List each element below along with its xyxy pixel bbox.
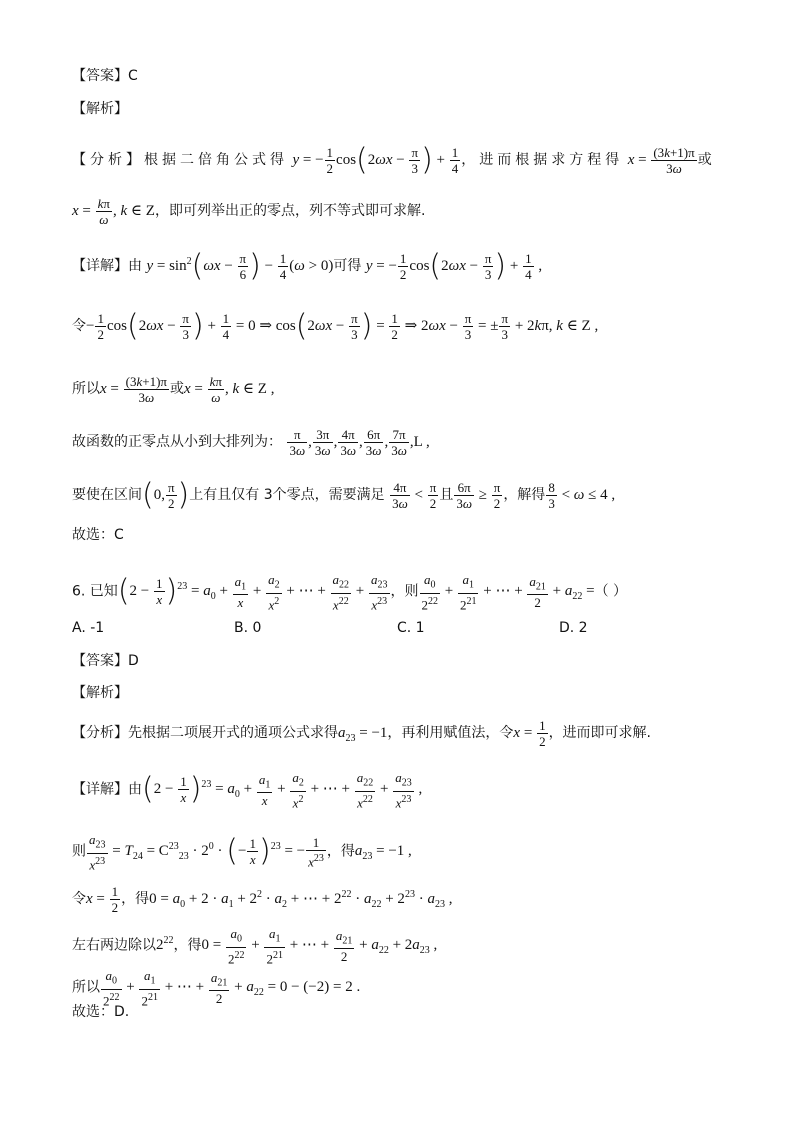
formula: (0, $\frac{\pi}{2}$ ) <box>142 477 190 513</box>
formula: y = − $\frac{1}{2}$ cos(2ωx − $\frac{\pi}{3}$ ) + $\frac{1}{4}$ , <box>365 248 543 284</box>
formula: 0 = $\frac{a_0}{2^{22}}$ + $\frac{a_1}{2^{21}}$ + ⋯ + $\frac{a_{21}}{2}$ + $a_{22} + 2a_{23}$ , <box>201 926 438 966</box>
formula: x = $\frac{k\pi}{\omega}$ , k ∈ Z , <box>184 374 275 405</box>
formula: x = $\frac{1}{2}$ <box>86 884 119 915</box>
q6-detail-line3: 令x = $\frac{1}{2}$ ，得$0 = a_0 + 2 \cdot a_1 + 2^2 \cdot a_2$ + ⋯ + $2^{22} \cdot a_{22} + 2^{23} \cdot a_{23}$ , <box>72 884 453 915</box>
formula: (2 − $\frac{1}{x}$ )$^{23} = a_0$ + $\frac{a_1}{x}$ + $\frac{a_2}{x^2}$ + ⋯ + $\frac{a_{22}}{x^{22}}$ + $\frac{a_{23}}{x^{23}}$ , <box>142 770 423 810</box>
q6-choose: 故选：D. <box>72 1004 130 1020</box>
formula: (2 − $\frac{1}{x}$ )$^{23} = a_0$ + $\frac{a_1}{x}$ + $\frac{a_2}{x^2}$ + ⋯ + $\frac{a_{22}}{x^{22}}$ + $\frac{a_{23}}{x^{23}}$ <box>117 572 388 612</box>
formula: $\frac{a_{23}}{x^{23}}$ = $T_{24} = C^{23}_{23} \cdot 2^0$ · (− $\frac{1}{x}$ )$^{23}$ = − $\frac{1}{x^{23}}$ <box>89 832 324 872</box>
option-b[interactable]: B. 0 <box>234 620 262 636</box>
formula: $\frac{4\pi}{3\omega}$ < $\frac{\pi}{2}$ <box>392 480 437 511</box>
q5-detail-line1: 【详解】由 $y = \sin^2(\omega x$ − $\frac{\pi}{6}$ ) − $\frac{1}{4}$ (ω > 0)可得 y = − $\frac{1}{2}$ cos(2ωx − $\frac{\pi}{3}$ ) + $\frac{1}{4}$ , <box>72 248 543 284</box>
q6-detail-line1: 【详解】由(2 − $\frac{1}{x}$ )$^{23} = a_0$ + $\frac{a_1}{x}$ + $\frac{a_2}{x^2}$ + ⋯ + $\frac{a_{22}}{x^{22}}$ + $\frac{a_{23}}{x^{23}}$ , <box>72 770 423 810</box>
q5-choose: 故选：C <box>72 527 124 543</box>
q5-detail-line3: 所以x = $\frac{(3k+1)\pi}{3\omega}$ 或x = $\frac{k\pi}{\omega}$ , k ∈ Z , <box>72 374 275 405</box>
formula: $0 = a_0 + 2 \cdot a_1 + 2^2 \cdot a_2$ + ⋯ + $2^{22} \cdot a_{22} + 2^{23} \cdot a_{23}$ , <box>149 888 453 910</box>
formula: y = − $\frac{1}{2}$ cos(2ωx − $\frac{\pi}{3}$ ) + $\frac{1}{4}$ <box>292 142 459 178</box>
formula: $2^{22}$ <box>156 935 174 954</box>
option-c[interactable]: C. 1 <box>397 620 425 636</box>
q5-jiexi: 【解析】 <box>72 101 128 117</box>
q5-answer: 【答案】C <box>72 68 138 84</box>
formula: x = $\frac{k\pi}{\omega}$ , k ∈ Z <box>72 196 155 227</box>
q6-analysis: 【分析】先根据二项展开式的通项公式求得$a_{23} = -1$，再利用赋值法，令x = $\frac{1}{2}$ ，进而即可求解. <box>72 718 652 749</box>
q6-answer: 【答案】D <box>72 653 139 669</box>
formula: $\frac{a_0}{2^{22}}$ + $\frac{a_1}{2^{21}}$ + ⋯ + $\frac{a_{21}}{2}$ + $a_{22} = 0 - (-2) = 2$ . <box>103 968 361 1008</box>
option-d[interactable]: D. 2 <box>559 620 588 636</box>
option-a[interactable]: A. -1 <box>72 620 105 636</box>
q5-analysis-line2: x = $\frac{k\pi}{\omega}$ , k ∈ Z，即可列举出正的零点，列不等式即可求解. <box>72 196 426 227</box>
formula: $\frac{\pi}{3\omega}$ , $\frac{3\pi}{3\omega}$ , $\frac{4\pi}{3\omega}$ , $\frac{6\pi}{3\omega}$ , $\frac{7\pi}{3\omega}$ ,L , <box>289 427 430 458</box>
formula: x = $\frac{(3k+1)\pi}{3\omega}$ <box>627 145 695 176</box>
q5-analysis-line1: 【分析】根据二倍角公式得 y = − $\frac{1}{2}$ cos(2ωx − $\frac{\pi}{3}$ ) + $\frac{1}{4}$ ，进而根据求方程得 x = $\frac{(3k+1)\pi}{3\omega}$ 或 <box>72 142 712 178</box>
formula: x = $\frac{1}{2}$ <box>513 718 546 749</box>
formula: $a_{23} = -1$ <box>338 724 388 744</box>
formula: $\frac{6\pi}{3\omega}$ ≥ $\frac{\pi}{2}$ <box>456 480 501 511</box>
q5-detail-line2: 令− $\frac{1}{2}$ cos(2ωx − $\frac{\pi}{3}$ ) + $\frac{1}{4}$ = 0 ⇒ cos(2ωx − $\frac{\pi}{3}$ ) = $\frac{1}{2}$ ⇒ 2ωx − $\frac{\pi}{3}$ = ± $\frac{\pi}{3}$ + 2kπ, k ∈ Z , <box>72 308 599 344</box>
formula: $y = \sin^2(\omega x$ − $\frac{\pi}{6}$ ) − $\frac{1}{4}$ (ω > 0) <box>146 248 334 284</box>
q6-stem: 6. 已知(2 − $\frac{1}{x}$ )$^{23} = a_0$ + $\frac{a_1}{x}$ + $\frac{a_2}{x^2}$ + ⋯ + $\frac{a_{22}}{x^{22}}$ + $\frac{a_{23}}{x^{23}}$ ，则 $\frac{a_0}{2^{22}}$ + $\frac{a_1}{2^{21}}$ + ⋯ + $\frac{a_{21}}{2}$ + $a_{22}$ =（ ） <box>72 572 628 612</box>
formula: − $\frac{1}{2}$ cos(2ωx − $\frac{\pi}{3}$ ) + $\frac{1}{4}$ = 0 ⇒ cos(2ωx − $\frac{\pi}{3}$ ) = $\frac{1}{2}$ ⇒ 2ωx − $\frac{\pi}{3}$ = ± $\frac{\pi}{3}$ + 2kπ, k ∈ Z , <box>86 308 599 344</box>
q6-detail-line5: 所以 $\frac{a_0}{2^{22}}$ + $\frac{a_1}{2^{21}}$ + ⋯ + $\frac{a_{21}}{2}$ + $a_{22} = 0 - (-2) = 2$ . <box>72 968 361 1008</box>
q5-detail-line4: 故函数的正零点从小到大排列为： $\frac{\pi}{3\omega}$ , $\frac{3\pi}{3\omega}$ , $\frac{4\pi}{3\omega}$ , $\frac{6\pi}{3\omega}$ , $\frac{7\pi}{3\omega}$ ,L , <box>72 427 430 458</box>
formula: $\frac{8}{3}$ < ω ≤ 4 , <box>548 480 616 511</box>
q6-detail-line4: 左右两边除以$2^{22}$，得0 = $\frac{a_0}{2^{22}}$ + $\frac{a_1}{2^{21}}$ + ⋯ + $\frac{a_{21}}{2}$ + $a_{22} + 2a_{23}$ , <box>72 926 438 966</box>
formula: x = $\frac{(3k+1)\pi}{3\omega}$ <box>100 374 167 405</box>
q5-detail-line5: 要使在区间(0, $\frac{\pi}{2}$ )上有且仅有 3个零点，需要满足 $\frac{4\pi}{3\omega}$ < $\frac{\pi}{2}$ 且 $\frac{6\pi}{3\omega}$ ≥ $\frac{\pi}{2}$ ，解得 $\frac{8}{3}$ < ω ≤ 4 , <box>72 477 616 513</box>
q6-options <box>72 618 632 638</box>
formula: $\frac{a_0}{2^{22}}$ + $\frac{a_1}{2^{21}}$ + ⋯ + $\frac{a_{21}}{2}$ + $a_{22}$ = <box>421 572 595 612</box>
q6-jiexi: 【解析】 <box>72 685 128 701</box>
formula: $a_{23} = -1$ , <box>354 843 412 863</box>
q6-detail-line2: 则 $\frac{a_{23}}{x^{23}}$ = $T_{24} = C^{23}_{23} \cdot 2^0$ · (− $\frac{1}{x}$ )$^{23}$ = − $\frac{1}{x^{23}}$ ，得$a_{23} = -1$ , <box>72 832 412 872</box>
